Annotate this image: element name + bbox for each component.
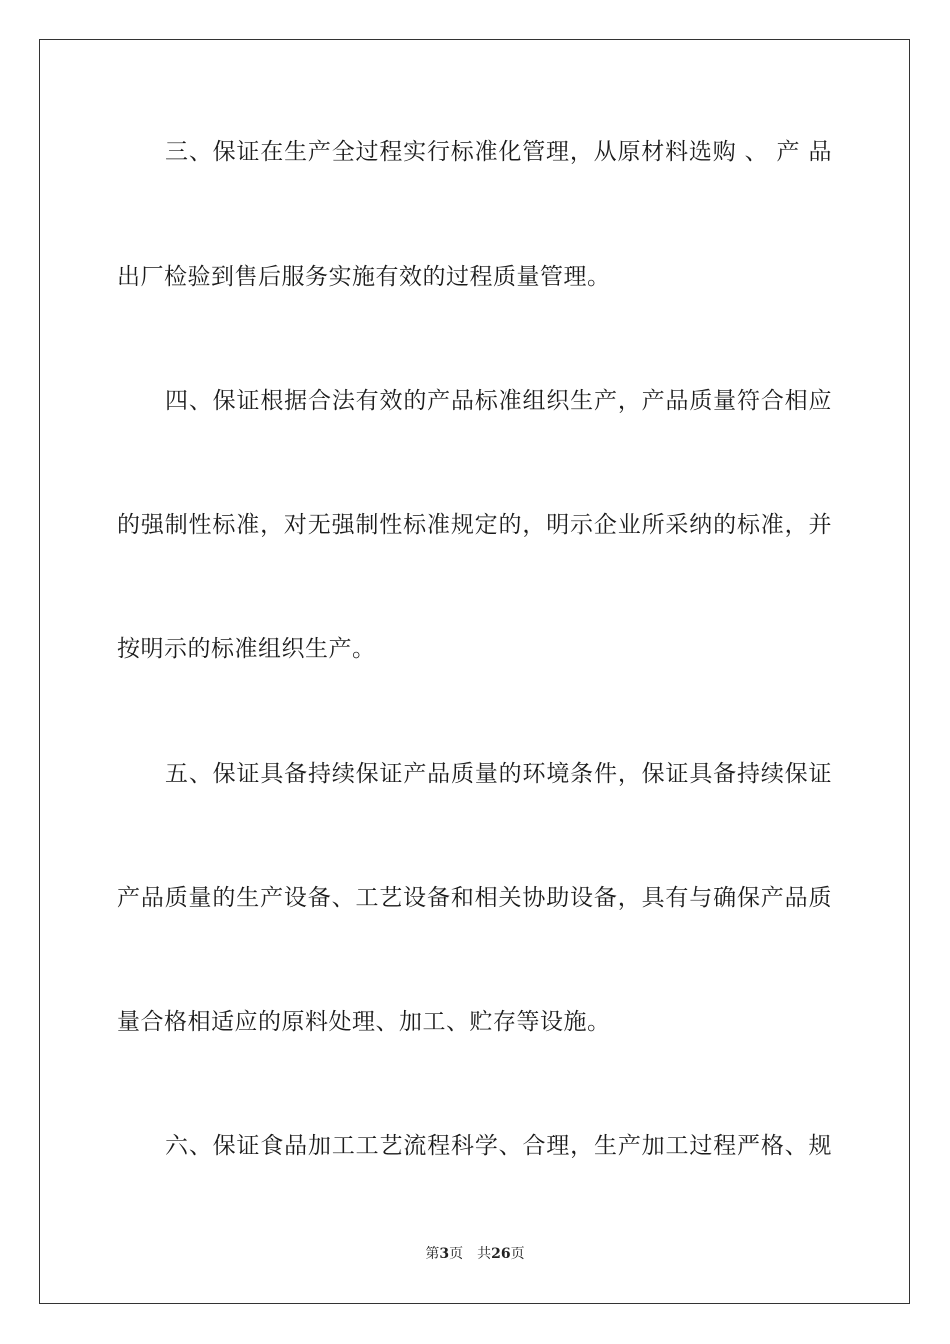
total-page-count: 26 [491, 1246, 511, 1262]
paragraph-line: 量合格相适应的原料处理、加工、贮存等设施。 [117, 1009, 611, 1035]
paragraph-line: 五、保证具备持续保证产品质量的环境条件，保证具备持续保证 [165, 761, 832, 787]
current-page-number: 3 [439, 1246, 450, 1262]
paragraph-line: 按明示的标准组织生产。 [117, 636, 376, 662]
paragraph-line: 出厂检验到售后服务实施有效的过程质量管理。 [117, 264, 611, 290]
paragraph-line: 产品质量的生产设备、工艺设备和相关协助设备，具有与确保产品质 [117, 885, 832, 911]
paragraph-line: 三、保证在生产全过程实行标准化管理，从原材料选购 、 产 品 [165, 139, 832, 165]
paragraph-line: 的强制性标准，对无强制性标准规定的，明示企业所采纳的标准，并 [117, 512, 832, 538]
page-border [39, 39, 910, 1304]
page-prefix: 第 [425, 1246, 440, 1262]
page-footer [0, 1244, 950, 1264]
total-prefix: 共 [477, 1246, 492, 1262]
paragraph-line: 四、保证根据合法有效的产品标准组织生产，产品质量符合相应 [165, 388, 832, 414]
paragraph-line: 六、保证食品加工工艺流程科学、合理，生产加工过程严格、规 [165, 1133, 832, 1159]
page-suffix: 页 [449, 1246, 464, 1262]
total-suffix: 页 [510, 1246, 525, 1262]
